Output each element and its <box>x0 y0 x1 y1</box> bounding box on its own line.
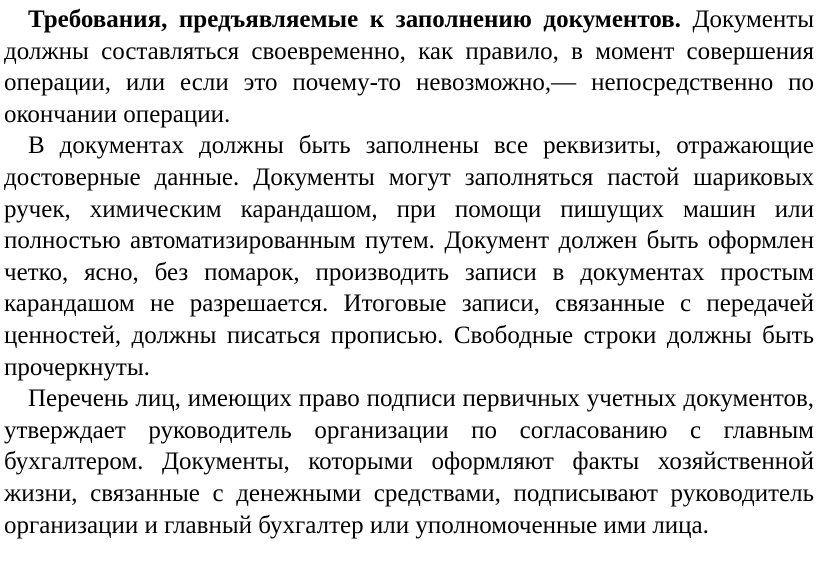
section-heading: Требования, предъявляемые к заполнению документов. <box>28 6 681 33</box>
paragraph-1 <box>4 4 814 130</box>
paragraph-3: Перечень лиц, имеющих право подписи первичных учетных документов, утверждает руководитель организации по согласованию с главным бухгалтером. Документы, которыми оформляют факты хозяйственной жизни, связанные с денежными средствами, подписывают руководитель организации и главный бухгалтер или уполномоченные ими лица. <box>4 385 814 539</box>
paragraph-2: В документах должны быть заполнены все реквизиты, отражающие достоверные данные. Документы могут заполняться пастой шариковых ручек, химическим карандашом, при помощи пишущих машин или полностью автоматизированным путем. Документ должен быть оформлен четко, ясно, без помарок, производить записи в документах простым карандашом не разрешается. Итоговые записи, связанные с передачей ценностей, должны писаться прописью. Свободные строки должны быть прочеркнуты. <box>4 132 814 381</box>
paragraph-1-text: Документы должны составляться своевременно, как правило, в момент совершения операции, или если это почему-то невозможно,— непосредственно по окончании операции. <box>4 6 814 128</box>
